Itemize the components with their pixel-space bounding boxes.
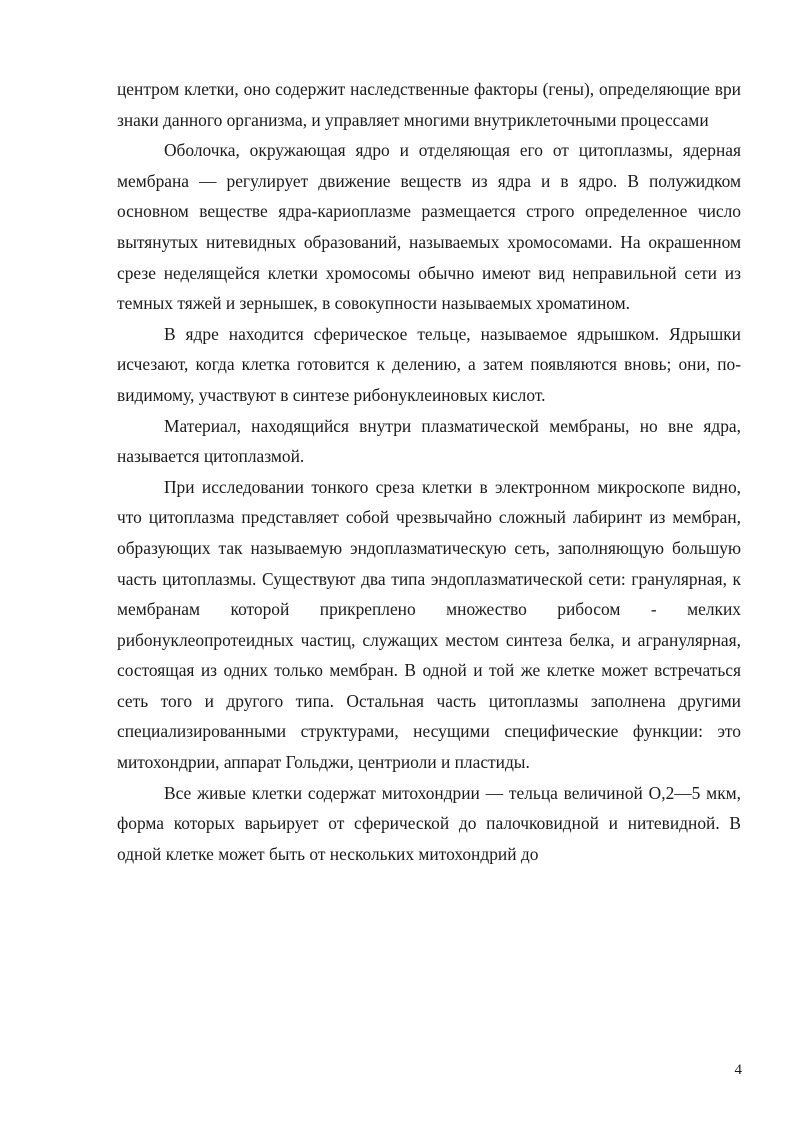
paragraph-1: центром клетки, оно содержит наследственные факторы (гены), определяющие ври знаки данного организма, и управляет многими внутриклеточными процессами — [117, 79, 741, 130]
paragraph-2: Оболочка, окружающая ядро и отделяющая его от цитоплазмы, ядерная мембрана — регулирует движение веществ из ядра и в ядро. В полужидком основном веществе ядра-кариоплазме размещается строго определенное число вытянутых нитевидных образований, называемых хромосомами. На окрашенном срезе неделящейся клетки хромосомы обычно имеют вид неправильной сети из темных тяжей и зернышек, в совокупности называемых хроматином. — [117, 140, 741, 314]
paragraph-5: При исследовании тонкого среза клетки в электронном микроскопе видно, что цитоплазма представляет собой чрезвычайно сложный лабиринт из мембран, образующих так называемую эндоплазматическую сеть, заполняющую большую часть цитоплазмы. Существуют два типа эндоплазматической сети: гранулярная, к мембранам которой прикреплено множество рибосом - мелких рибонуклеопротеидных частиц, служащих местом синтеза белка, и агранулярная, состоящая из одних только мембран. В одной и той же клетке может встречаться сеть того и другого типа. Остальная часть цитоплазмы заполнена другими специализированными структурами, несущими специфические функции: это митохондрии, аппарат Гольджи, центриоли и пластиды. — [117, 476, 741, 773]
paragraph-3: В ядре находится сферическое тельце, называемое ядрышком. Ядрышки исчезают, когда клетка готовится к делению, а затем появляются вновь; они, по-видимому, участвуют в синтезе рибонуклеиновых кислот. — [117, 323, 741, 405]
document-body — [117, 74, 741, 869]
paragraph-6: Все живые клетки содержат митохондрии — тельца величиной О,2—5 мкм, форма которых варьирует от сферической до палочковидной и нитевидной. В одной клетке может быть от нескольких митохондрий до — [117, 782, 741, 864]
page-number: 4 — [734, 1062, 742, 1078]
paragraph-4: Материал, находящийся внутри плазматической мембраны, но вне ядра, называется цитоплазмой. — [117, 415, 741, 467]
